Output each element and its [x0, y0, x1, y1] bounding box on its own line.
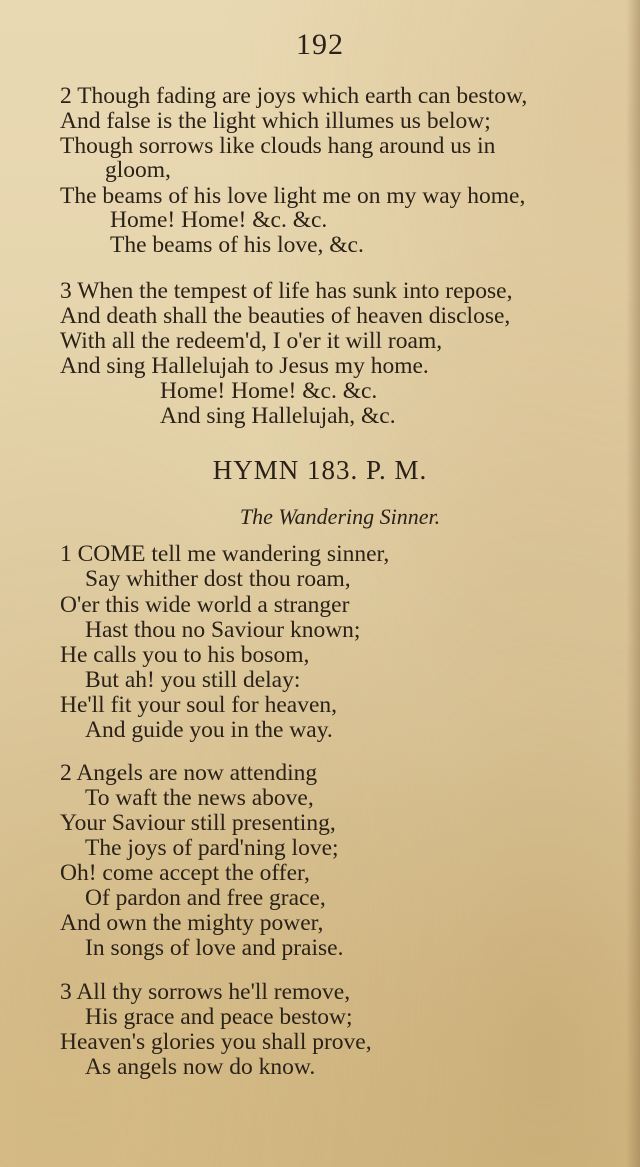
hymn-subtitle: The Wandering Sinner.: [239, 504, 441, 529]
verse-line: His grace and peace bestow;: [85, 1004, 353, 1030]
verse-line: In songs of love and praise.: [85, 935, 344, 961]
verse-line: But ah! you still delay:: [85, 667, 301, 693]
verse-line: He calls you to his bosom,: [60, 642, 310, 668]
verse-line: 1 COME tell me wandering sinner,: [60, 541, 390, 567]
verse-line: And own the mighty power,: [60, 910, 324, 936]
verse-line: 3 All thy sorrows he'll remove,: [60, 979, 351, 1005]
verse-line: The joys of pard'ning love;: [85, 835, 339, 861]
verse-line: 2 Though fading are joys which earth can bestow,: [60, 83, 528, 109]
verse-line: And sing Hallelujah to Jesus my home.: [60, 353, 429, 379]
verse-line: Though sorrows like clouds hang around us in: [60, 133, 496, 159]
verse-line: And false is the light which illumes us below;: [60, 108, 491, 134]
verse-line: Heaven's glories you shall prove,: [60, 1029, 372, 1055]
verse-line: O'er this wide world a stranger: [60, 592, 350, 618]
chorus-line: The beams of his love, &c.: [110, 232, 364, 258]
verse-line: He'll fit your soul for heaven,: [60, 692, 338, 718]
page-number: 192: [296, 28, 344, 61]
verse-line: Oh! come accept the offer,: [60, 860, 310, 886]
page-edge-shadow: [626, 0, 640, 1167]
verse-line: 2 Angels are now attending: [60, 760, 318, 786]
verse-line: The beams of his love light me on my way home,: [60, 183, 526, 209]
verse-line: gloom,: [105, 157, 171, 183]
verse-line: Hast thou no Saviour known;: [85, 617, 361, 643]
chorus-line: Home! Home! &c. &c.: [110, 207, 328, 233]
verse-line: Of pardon and free grace,: [85, 885, 326, 911]
verse-line: 3 When the tempest of life has sunk into repose,: [60, 278, 513, 304]
verse-line: And guide you in the way.: [85, 717, 333, 743]
verse-line: And death shall the beauties of heaven disclose,: [60, 303, 511, 329]
verse-line: To waft the news above,: [85, 785, 314, 811]
verse-line: As angels now do know.: [85, 1054, 316, 1080]
verse-line: Say whither dost thou roam,: [85, 566, 351, 592]
chorus-line: And sing Hallelujah, &c.: [160, 403, 396, 429]
verse-line: With all the redeem'd, I o'er it will roam,: [60, 328, 443, 354]
verse-line: Your Saviour still presenting,: [60, 810, 336, 836]
hymn-heading: HYMN 183. P. M.: [212, 455, 428, 485]
chorus-line: Home! Home! &c. &c.: [160, 378, 378, 404]
